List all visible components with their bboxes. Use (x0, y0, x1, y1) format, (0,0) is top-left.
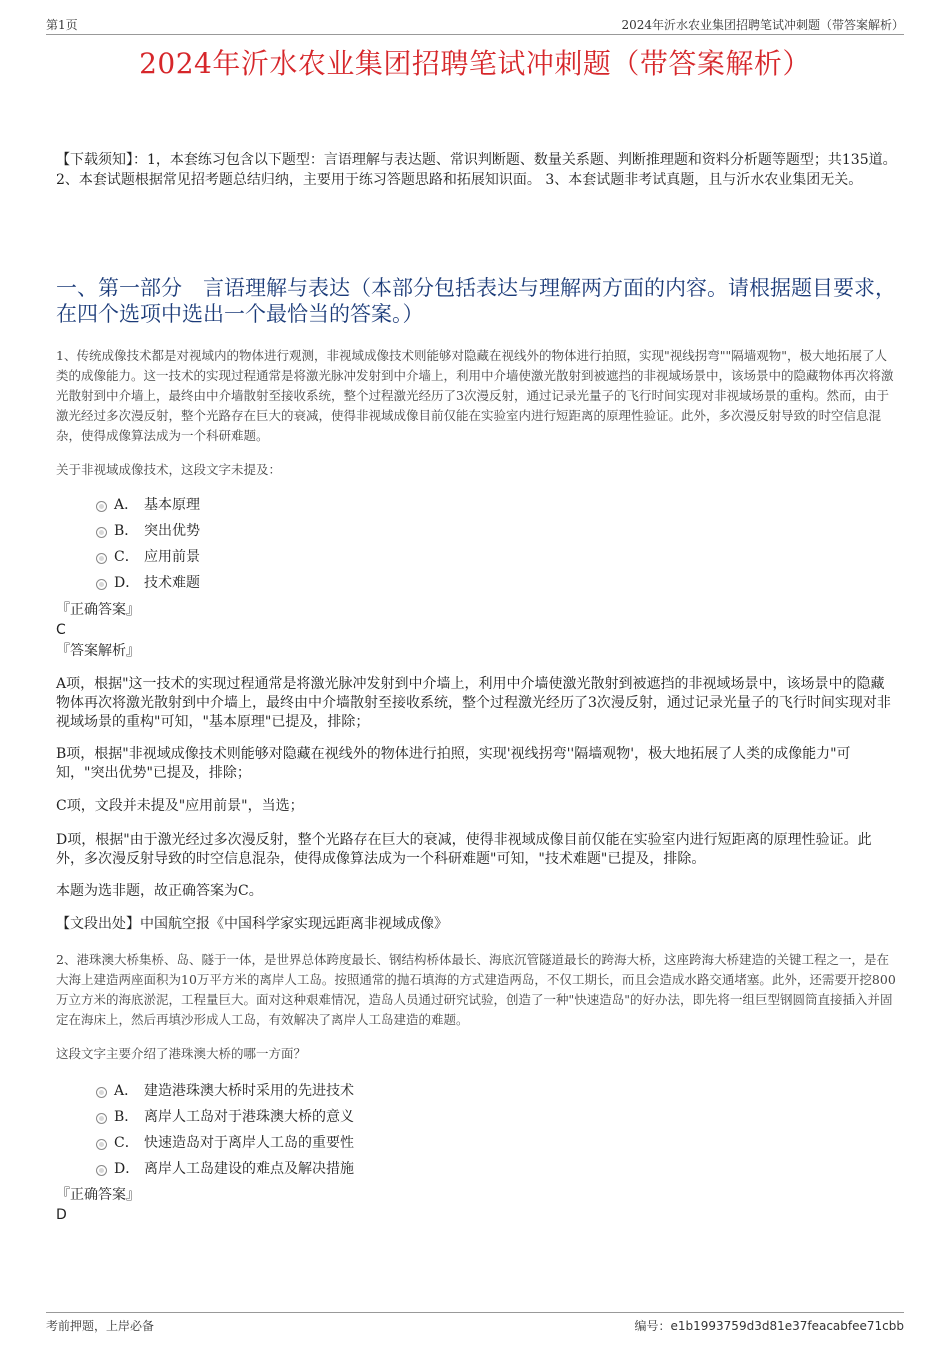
question-1-text: 1、传统成像技术都是对视域内的物体进行观测，非视域成像技术则能够对隐藏在视线外的物体进行拍照，实现"视线拐弯""隔墙观物"，极大地拓展了人类的成像能力。这一技术的实现过程通常是将激光脉冲发射到中介墙上，利用中介墙使激光散射到被遮挡的非视域场景中，该场景中的隐藏物体再次将激光散射到中介墙上，最终由中介墙散射至接收系统，整个过程激光经历了3次漫反射，通过记录光量子的飞行时间实现对非视域场景的重构。然而，由于激光经过多次漫反射，整个光路存在巨大的衰减，使得非视域成像目前仅能在实验室内进行短距离的原理性验证。此外，多次漫反射导致的时空信息混杂，使得成像算法成为一个科研难题。 (56, 348, 894, 443)
question-1-options (96, 492, 796, 596)
radio-icon[interactable] (96, 1113, 107, 1124)
option-b[interactable]: B． 离岸人工岛对于港珠澳大桥的意义 (96, 1104, 796, 1130)
document-code: 编号：e1b1993759d3d81e37feacabfee71cbb (634, 1319, 904, 1333)
download-notice: 【下载须知】：1，本套练习包含以下题型：言语理解与表达题、常识判断题、数量关系题、判断推理题和资料分析题等题型；共135道。 2、本套试题根据常见招考题总结归纳，主要用于练习答题思路和拓展知识面。 3、本套试题非考试真题，且与沂水农业集团无关。 (56, 152, 897, 188)
radio-icon[interactable] (96, 527, 107, 538)
document-title: 2024年沂水农业集团招聘笔试冲刺题（带答案解析） (139, 47, 811, 80)
page-header (46, 14, 904, 35)
source-note: 【文段出处】中国航空报《中国科学家实现远距离非视域成像》 (56, 916, 448, 932)
option-a[interactable]: A． 建造港珠澳大桥时采用的先进技术 (96, 1078, 796, 1104)
radio-icon[interactable] (96, 579, 107, 590)
option-b[interactable]: B． 突出优势 (96, 518, 796, 544)
correct-answer-value: C (56, 622, 66, 638)
option-d[interactable]: D． 技术难题 (96, 570, 796, 596)
question-2-text: 2、港珠澳大桥集桥、岛、隧于一体，是世界总体跨度最长、钢结构桥体最长、海底沉管隧道最长的跨海大桥，这座跨海大桥建造的关键工程之一，是在大海上建造两座面积为10万平方米的离岸人工岛。按照通常的抛石填海的方式建造两岛，不仅工期长，而且会造成水路交通堵塞。此外，还需要开挖800万立方米的海底淤泥，工程量巨大。面对这种艰难情况，造岛人员通过研究试验，创造了一种"快速造岛"的好办法，即先将一组巨型钢圆筒直接插入并固定在海床上，然后再填沙形成人工岛，有效解决了离岸人工岛建造的难题。 (56, 952, 896, 1027)
correct-answer-label: 『正确答案』 (56, 602, 140, 618)
question-2-prompt: 这段文字主要介绍了港珠澳大桥的哪一方面？ (56, 1046, 307, 1061)
analysis-paragraph: 本题为选非题，故正确答案为C。 (56, 883, 263, 899)
analysis-paragraph: B项，根据"非视域成像技术则能够对隐藏在视线外的物体进行拍照，实现'视线拐弯''隔墙观物'，极大地拓展了人类的成像能力"可知，"突出优势"已提及，排除； (56, 746, 851, 781)
option-a[interactable]: A． 基本原理 (96, 492, 796, 518)
footer-slogan: 考前押题，上岸必备 (46, 1319, 155, 1333)
option-c[interactable]: C． 应用前景 (96, 544, 796, 570)
correct-answer-label: 『正确答案』 (56, 1187, 140, 1203)
correct-answer-value: D (56, 1207, 67, 1223)
analysis-paragraph: C项，文段并未提及"应用前景"，当选； (56, 798, 304, 814)
option-d[interactable]: D． 离岸人工岛建设的难点及解决措施 (96, 1156, 796, 1182)
header-doc-title: 2024年沂水农业集团招聘笔试冲刺题（带答案解析） (621, 18, 904, 32)
page-footer (46, 1312, 904, 1339)
option-c[interactable]: C． 快速造岛对于离岸人工岛的重要性 (96, 1130, 796, 1156)
question-1-prompt: 关于非视域成像技术，这段文字未提及： (56, 462, 282, 477)
analysis-paragraph: A项，根据"这一技术的实现过程通常是将激光脉冲发射到中介墙上，利用中介墙使激光散射到被遮挡的非视域场景中，该场景中的隐藏物体再次将激光散射到中介墙上，最终由中介墙散射至接收系统，整个过程激光经历了3次漫反射，通过记录光量子的飞行时间实现对非视域场景的重构"可知，"基本原理"已提及，排除； (56, 676, 891, 730)
radio-icon[interactable] (96, 1139, 107, 1150)
question-2-options (96, 1078, 796, 1182)
radio-icon[interactable] (96, 553, 107, 564)
analysis-paragraph: D项，根据"由于激光经过多次漫反射，整个光路存在巨大的衰减，使得非视域成像目前仅能在实验室内进行短距离的原理性验证。此外，多次漫反射导致的时空信息混杂，使得成像算法成为一个科研难题"可知，"技术难题"已提及，排除。 (56, 832, 872, 867)
page-number: 第1页 (46, 18, 78, 32)
radio-icon[interactable] (96, 1165, 107, 1176)
radio-icon[interactable] (96, 1087, 107, 1098)
analysis-label: 『答案解析』 (56, 643, 140, 659)
section-title: 一、第一部分 言语理解与表达（本部分包括表达与理解两方面的内容。请根据题目要求，在四个选项中选出一个最恰当的答案。） (56, 276, 896, 326)
radio-icon[interactable] (96, 501, 107, 512)
